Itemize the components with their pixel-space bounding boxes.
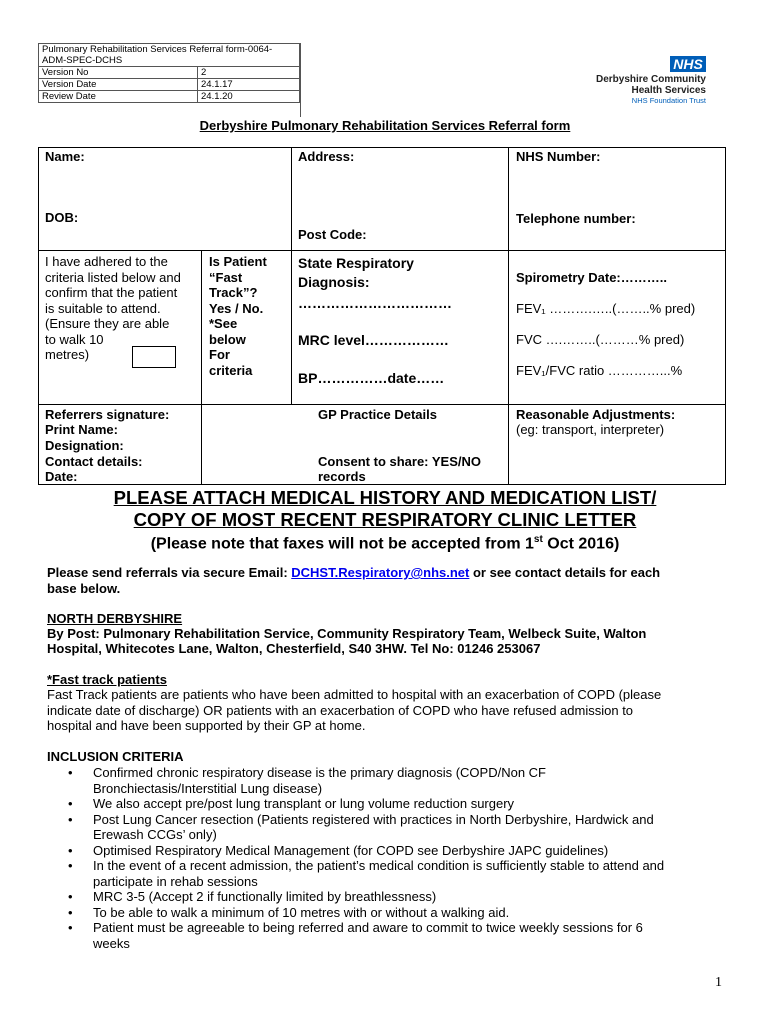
meta-divider-line	[300, 43, 301, 117]
meta-key: Review Date	[39, 91, 198, 103]
name-label: Name:	[45, 149, 85, 164]
fast-track-line: For	[209, 347, 230, 362]
fast-track-line: *See	[209, 316, 238, 331]
dob-label: DOB:	[45, 210, 79, 225]
mrc-level-field[interactable]: MRC level………………	[298, 332, 449, 348]
attach-notice-line1: PLEASE ATTACH MEDICAL HISTORY AND MEDICATION LIST/	[113, 487, 657, 508]
consent-label: Consent to share: YES/NO	[318, 454, 482, 469]
criteria-line: metres)	[45, 347, 90, 362]
meta-row	[39, 44, 300, 67]
form-row-divider	[38, 404, 726, 405]
list-item	[47, 796, 737, 812]
bullet-icon: •	[68, 842, 73, 858]
item-text: participate in rehab sessions	[93, 873, 258, 889]
form-title: Derbyshire Pulmonary Rehabilitation Services Referral form	[199, 118, 571, 133]
send-suffix: or see contact details for each	[469, 565, 661, 580]
north-address-line1: By Post: Pulmonary Rehabilitation Service, Community Respiratory Team, Welbeck Suite, Walton	[47, 626, 647, 641]
list-item	[47, 889, 737, 905]
fax-notice-text: (Please note that faxes will not be accepted from 1	[150, 535, 534, 553]
list-item	[47, 843, 737, 859]
item-text: Bronchiectasis/Interstitial Lung disease)	[93, 780, 323, 796]
north-address-line2: Hospital, Whitecotes Lane, Walton, Chesterfield, S40 3HW. Tel No: 01246 253067	[47, 641, 541, 656]
send-prefix: Please send referrals via secure Email:	[47, 565, 292, 580]
criteria-line: to walk 10	[45, 331, 104, 347]
fast-track-line: Track”?	[209, 285, 258, 300]
north-derbyshire-heading: NORTH DERBYSHIRE	[47, 611, 183, 626]
fast-track-line: “Fast	[209, 269, 243, 285]
bullet-icon: •	[68, 796, 73, 811]
criteria-line: confirm that the patient	[45, 285, 178, 300]
form-col-divider	[291, 147, 292, 404]
diagnosis-field[interactable]: ……………………………	[298, 295, 452, 311]
list-item	[47, 920, 737, 951]
gp-practice-label: GP Practice Details	[318, 407, 437, 422]
item-text: Erewash CCGs’ only)	[93, 827, 217, 842]
meta-row	[39, 67, 300, 79]
bullet-icon: •	[68, 889, 73, 904]
fev-fvc-ratio-field[interactable]: FEV₁/FVC ratio …………...%	[516, 363, 683, 378]
reasonable-adjustments-label: Reasonable Adjustments:	[516, 407, 676, 422]
document-meta-table	[38, 43, 300, 103]
fax-notice-sup: st	[533, 534, 543, 545]
list-item	[47, 812, 737, 843]
item-text: weeks	[93, 935, 130, 951]
date-label: Date:	[45, 469, 78, 484]
org-name-line1: Derbyshire Community	[595, 74, 706, 85]
fast-track-line: below	[209, 331, 246, 347]
send-referrals-text	[47, 565, 737, 581]
state-resp-label: State Respiratory	[298, 255, 414, 271]
fast-track-text-line2: indicate date of discharge) OR patients with an exacerbation of COPD who have refused admission to	[47, 703, 634, 718]
criteria-line: is suitable to attend.	[45, 300, 161, 316]
criteria-statement	[45, 254, 200, 363]
meta-value: 24.1.20	[198, 91, 300, 103]
item-text: MRC 3-5 (Accept 2 if functionally limited by breathlessness)	[93, 889, 437, 904]
designation-label: Designation:	[45, 438, 124, 453]
postcode-label: Post Code:	[298, 227, 367, 242]
org-trust: NHS Foundation Trust	[631, 96, 706, 105]
list-item	[47, 905, 737, 921]
fax-notice-text-end: Oct 2016)	[542, 535, 620, 553]
item-text: Post Lung Cancer resection (Patients registered with practices in North Derbyshire, Hardwick and	[93, 811, 654, 827]
bullet-icon: •	[68, 920, 73, 935]
meta-form-id: Pulmonary Rehabilitation Services Referral form-0064-ADM-SPEC-DCHS	[39, 44, 300, 67]
inclusion-criteria-list	[47, 765, 737, 951]
list-item	[47, 765, 737, 796]
bullet-icon: •	[68, 811, 73, 827]
nhs-logo: NHS	[670, 56, 706, 72]
bullet-icon: •	[68, 765, 73, 780]
print-name-label: Print Name:	[45, 422, 118, 437]
item-text: Optimised Respiratory Medical Management (for COPD see Derbyshire JAPC guidelines)	[93, 842, 609, 858]
criteria-line: criteria listed below and	[45, 269, 181, 285]
fast-track-line: criteria	[209, 362, 253, 378]
telephone-label: Telephone number:	[516, 211, 636, 226]
org-name-line2: Health Services	[631, 85, 706, 96]
referrer-signature-label: Referrers signature:	[45, 407, 170, 422]
fast-track-question	[209, 254, 289, 378]
email-link[interactable]: DCHST.Respiratory@nhs.net	[291, 565, 470, 580]
list-item	[47, 858, 737, 889]
meta-row	[39, 91, 300, 103]
contact-details-label: Contact details:	[45, 454, 143, 469]
fvc-field[interactable]: FVC ….……..(………% pred)	[516, 332, 685, 347]
inclusion-criteria-heading: INCLUSION CRITERIA	[47, 749, 184, 764]
send-referrals-line2: base below.	[47, 581, 121, 596]
attach-notice-line2: COPY OF MOST RECENT RESPIRATORY CLINIC LETTER	[133, 509, 637, 530]
form-row-divider	[38, 250, 726, 251]
fax-notice	[0, 530, 770, 554]
fast-track-heading: *Fast track patients	[47, 672, 167, 687]
meta-key: Version Date	[39, 79, 198, 91]
bullet-icon: •	[68, 858, 73, 873]
meta-value: 24.1.17	[198, 79, 300, 91]
item-text: Patient must be agreeable to being referred and aware to commit to twice weekly sessions for 6	[93, 920, 643, 935]
item-text: To be able to walk a minimum of 10 metres with or without a walking aid.	[93, 904, 510, 920]
page-number: 1	[715, 975, 722, 990]
criteria-line: (Ensure they are able	[45, 316, 170, 331]
form-col-divider	[508, 147, 509, 485]
item-text: We also accept pre/post lung transplant or lung volume reduction surgery	[93, 796, 515, 811]
meta-row	[39, 79, 300, 91]
item-text: In the event of a recent admission, the patient’s medical condition is sufficiently stable to attend and	[93, 858, 665, 873]
form-col-divider	[201, 250, 202, 485]
spirometry-date-field[interactable]: Spirometry Date:………..	[516, 270, 667, 285]
meta-key: Version No	[39, 67, 198, 79]
nhs-number-label: NHS Number:	[516, 149, 601, 164]
bullet-icon: •	[68, 904, 73, 920]
fast-track-line: Yes / No.	[209, 300, 264, 316]
criteria-confirm-checkbox[interactable]	[132, 346, 176, 368]
fast-track-line: Is Patient	[209, 254, 267, 269]
address-label: Address:	[298, 149, 355, 164]
bp-date-field[interactable]: BP……………date……	[298, 370, 445, 386]
item-text: Confirmed chronic respiratory disease is the primary diagnosis (COPD/Non CF	[93, 765, 546, 780]
fast-track-text-line3: hospital and have been supported by their GP at home.	[47, 718, 366, 733]
reasonable-adjustments-example: (eg: transport, interpreter)	[516, 422, 665, 437]
fev1-field[interactable]: FEV₁ ……….…..(……..% pred)	[516, 301, 696, 316]
records-label: records	[318, 469, 366, 484]
fast-track-text-line1: Fast Track patients are patients who have been admitted to hospital with an exacerbation of COPD (please	[47, 687, 662, 702]
diagnosis-label: Diagnosis:	[298, 274, 370, 290]
meta-value: 2	[198, 67, 300, 79]
criteria-line: I have adhered to the	[45, 254, 168, 269]
